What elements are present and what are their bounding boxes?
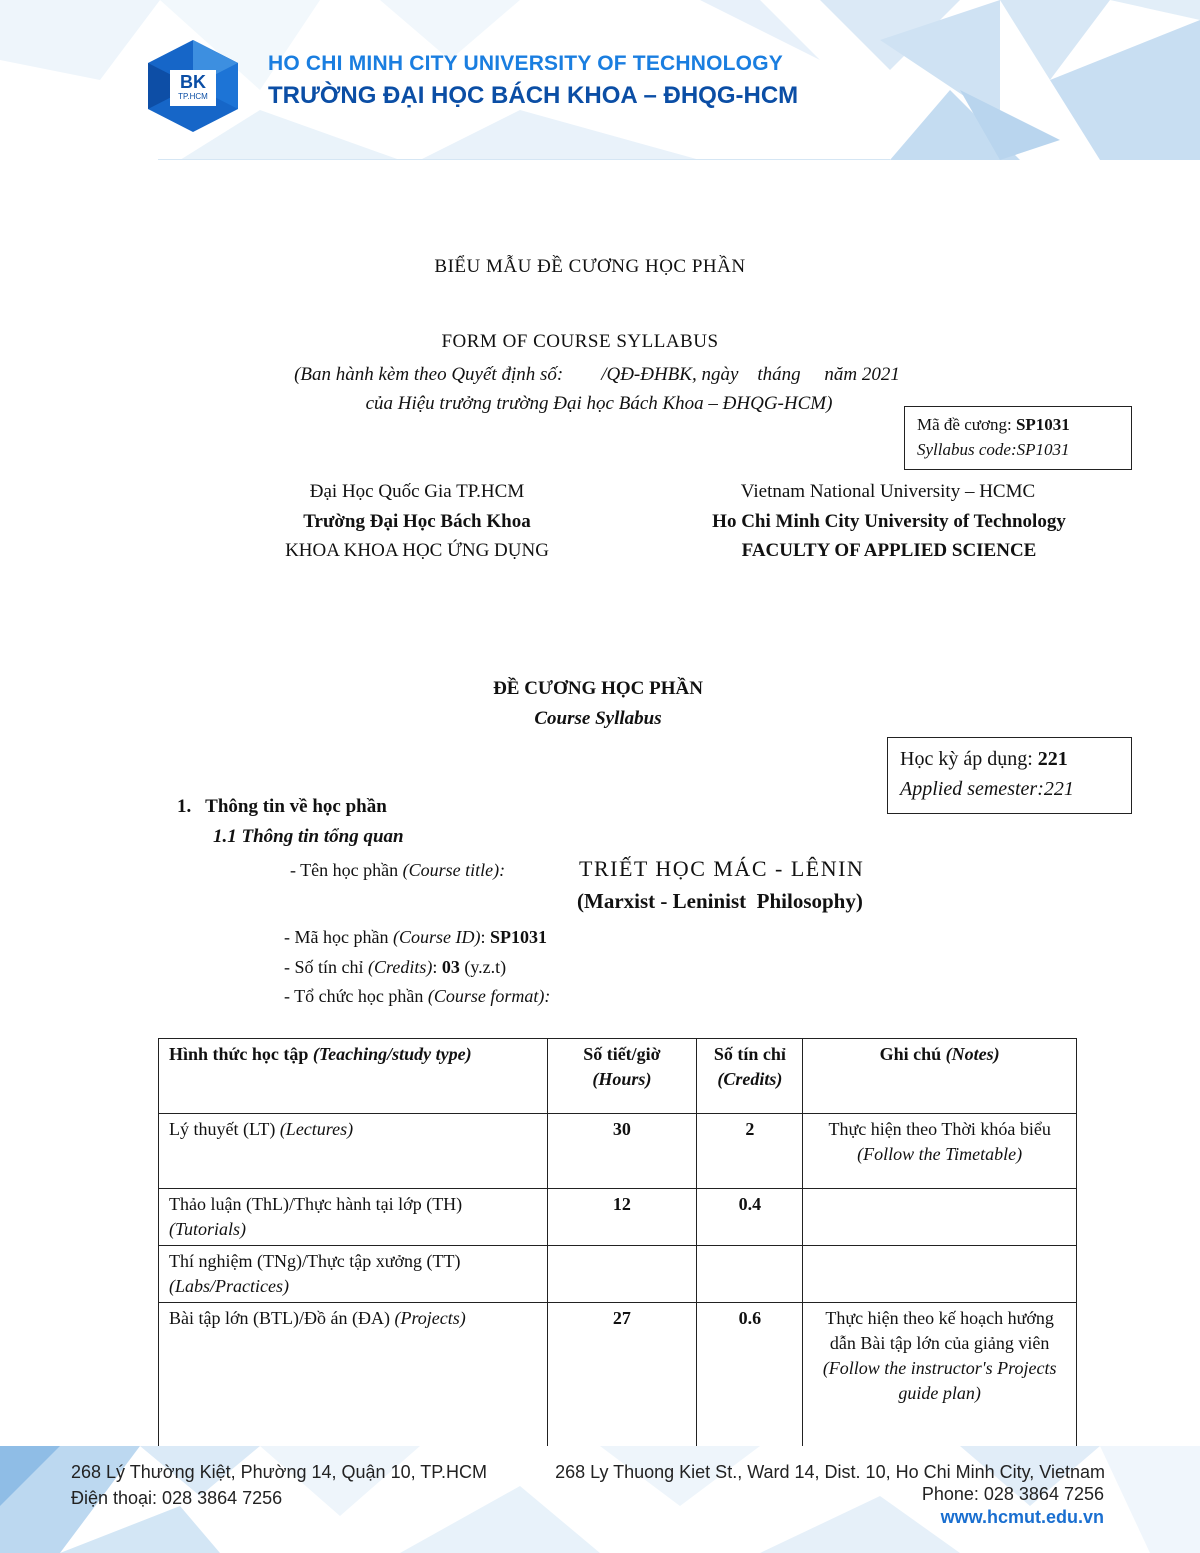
cell-note: Thực hiện theo kế hoạch hướng dẫn Bài tập lớn của giảng viên (Follow the instructor's Projects guide plan) bbox=[803, 1303, 1077, 1453]
cell-note bbox=[803, 1189, 1077, 1246]
cell-credits: 0.6 bbox=[697, 1303, 803, 1453]
cell-hours bbox=[547, 1246, 697, 1303]
cell-note bbox=[803, 1246, 1077, 1303]
institution-vi-line2: Trường Đại Học Bách Khoa bbox=[303, 511, 531, 532]
cell-hours: 12 bbox=[547, 1189, 697, 1246]
semester-box bbox=[887, 737, 1132, 814]
page-footer bbox=[0, 1446, 1200, 1553]
table-header-row bbox=[159, 1039, 1077, 1114]
header-teaching-type: Hình thức học tập (Teaching/study type) bbox=[159, 1039, 548, 1114]
page-header bbox=[0, 0, 1200, 160]
institution-en-line1: Vietnam National University – HCMC bbox=[740, 481, 1036, 502]
header-credits: Số tín chỉ (Credits) bbox=[697, 1039, 803, 1114]
logo-subtext: TP.HCM bbox=[178, 92, 208, 101]
course-format-line: - Tổ chức học phần (Course format): bbox=[284, 986, 551, 1006]
cell-note: Thực hiện theo Thời khóa biểu (Follow the Timetable) bbox=[803, 1114, 1077, 1189]
syllabus-code-vi: Mã đề cương: SP1031 bbox=[917, 415, 1070, 434]
course-id-line: - Mã học phần (Course ID): SP1031 bbox=[284, 927, 547, 947]
course-format-table bbox=[158, 1038, 1077, 1453]
form-title-en: FORM OF COURSE SYLLABUS bbox=[441, 331, 719, 352]
institution-en-line3: FACULTY OF APPLIED SCIENCE bbox=[741, 540, 1037, 561]
syllabus-title-vi: ĐỀ CƯƠNG HỌC PHẦN bbox=[493, 678, 703, 699]
section-heading: 1. Thông tin về học phần bbox=[177, 796, 387, 817]
university-name-en: HO CHI MINH CITY UNIVERSITY OF TECHNOLOGY bbox=[268, 52, 783, 75]
syllabus-code-en: Syllabus code:SP1031 bbox=[917, 440, 1070, 459]
issued-note-line2: của Hiệu trưởng trường Đại học Bách Khoa – ĐHQG-HCM) bbox=[365, 393, 833, 414]
semester-vi: Học kỳ áp dụng: 221 bbox=[900, 748, 1068, 770]
table-row bbox=[159, 1189, 1077, 1246]
cell-type: Thí nghiệm (TNg)/Thực tập xưởng (TT) (Labs/Practices) bbox=[159, 1246, 548, 1303]
footer-address-vi: 268 Lý Thường Kiệt, Phường 14, Quận 10, TP.HCM bbox=[71, 1462, 487, 1482]
footer-website-link[interactable]: www.hcmut.edu.vn bbox=[940, 1507, 1104, 1527]
institution-vi-line1: Đại Học Quốc Gia TP.HCM bbox=[309, 481, 525, 502]
footer-phone-vi: Điện thoại: 028 3864 7256 bbox=[71, 1488, 283, 1508]
university-name-vi: TRƯỜNG ĐẠI HỌC BÁCH KHOA – ĐHQG-HCM bbox=[268, 82, 799, 109]
cell-hours: 27 bbox=[547, 1303, 697, 1453]
header-hours: Số tiết/giờ (Hours) bbox=[547, 1039, 697, 1114]
institution-vi-line3: KHOA KHOA HỌC ỨNG DỤNG bbox=[285, 540, 549, 561]
syllabus-code-box bbox=[904, 406, 1132, 470]
subsection-heading: 1.1 Thông tin tổng quan bbox=[213, 826, 404, 847]
footer-address-en: 268 Ly Thuong Kiet St., Ward 14, Dist. 10, Ho Chi Minh City, Vietnam bbox=[555, 1462, 1105, 1482]
institution-en-line2: Ho Chi Minh City University of Technology bbox=[712, 511, 1066, 532]
cell-type: Thảo luận (ThL)/Thực hành tại lớp (TH) (Tutorials) bbox=[159, 1189, 548, 1246]
table-row bbox=[159, 1303, 1077, 1453]
credits-line: - Số tín chỉ (Credits): 03 (y.z.t) bbox=[284, 957, 507, 977]
cell-hours: 30 bbox=[547, 1114, 697, 1189]
issued-note-line1: (Ban hành kèm theo Quyết định số: /QĐ-ĐHBK, ngày tháng năm 2021 bbox=[294, 364, 900, 385]
cell-credits: 2 bbox=[697, 1114, 803, 1189]
cell-type: Bài tập lớn (BTL)/Đồ án (ĐA) (Projects) bbox=[159, 1303, 548, 1453]
semester-en: Applied semester:221 bbox=[900, 778, 1074, 800]
cell-credits: 0.4 bbox=[697, 1189, 803, 1246]
table-row bbox=[159, 1114, 1077, 1189]
syllabus-title-en: Course Syllabus bbox=[534, 708, 662, 729]
course-title-vi: TRIẾT HỌC MÁC - LÊNIN bbox=[579, 856, 865, 881]
course-title-en: (Marxist - Leninist Philosophy) bbox=[577, 889, 863, 913]
footer-phone-en: Phone: 028 3864 7256 bbox=[921, 1484, 1104, 1504]
cell-credits bbox=[697, 1246, 803, 1303]
course-title-label: - Tên học phần (Course title): bbox=[290, 860, 506, 880]
header-notes: Ghi chú (Notes) bbox=[803, 1039, 1077, 1114]
logo-text: BK bbox=[180, 72, 206, 92]
form-title-vi: BIỂU MẪU ĐỀ CƯƠNG HỌC PHẦN bbox=[434, 256, 746, 277]
cell-type: Lý thuyết (LT) (Lectures) bbox=[159, 1114, 548, 1189]
table-row bbox=[159, 1246, 1077, 1303]
